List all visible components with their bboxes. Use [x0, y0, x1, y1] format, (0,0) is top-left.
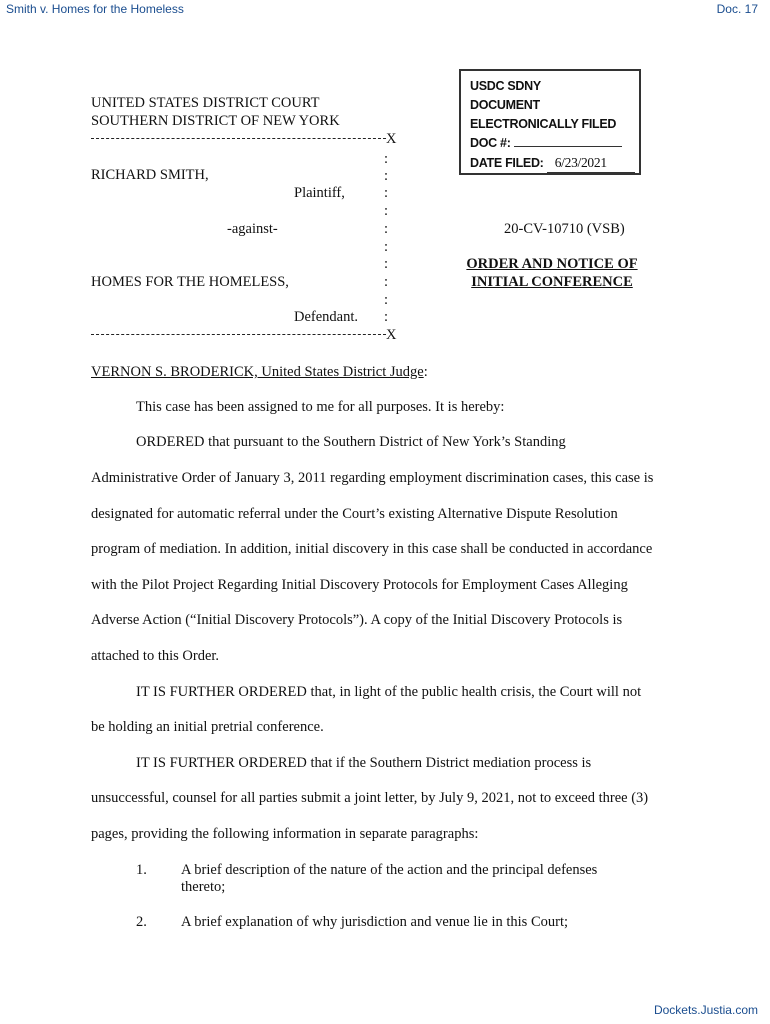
against-label: -against-	[227, 221, 278, 237]
stamp-doc-label: DOC #:	[470, 136, 511, 150]
caption-colon: :	[384, 168, 389, 184]
stamp-electronic: ELECTRONICALLY FILED	[470, 117, 617, 131]
plaintiff-role: Plaintiff,	[294, 185, 345, 201]
case-title-link[interactable]: Smith v. Homes for the Homeless	[6, 2, 184, 16]
stamp-court: USDC SDNY	[470, 79, 541, 93]
caption-top-x: X	[386, 131, 397, 147]
paragraph-letter-line: unsuccessful, counsel for all parties submit a joint letter, by July 9, 2021, not to exceed three (3)	[91, 790, 649, 806]
paragraph-letter-line: pages, providing the following information in separate paragraphs:	[91, 826, 479, 842]
paragraph-assignment: This case has been assigned to me for all purposes. It is hereby:	[136, 399, 505, 415]
paragraph-order-line: Administrative Order of January 3, 2011 regarding employment discrimination cases, this case is	[91, 470, 654, 486]
list-item-number: 2.	[136, 914, 147, 930]
stamp-doc-blank	[514, 146, 622, 147]
caption-bottom-rule	[91, 334, 386, 335]
caption-colon: :	[384, 203, 389, 219]
case-number: 20-CV-10710 (VSB)	[504, 221, 625, 237]
stamp-date-value: 6/23/2021	[547, 153, 635, 173]
caption-colon: :	[384, 256, 389, 272]
list-item-text: A brief explanation of why jurisdiction and venue lie in this Court;	[181, 914, 568, 930]
caption-colon: :	[384, 309, 389, 325]
paragraph-order-line: program of mediation. In addition, initial discovery in this case shall be conducted in accordance	[91, 541, 653, 557]
paragraph-order-line: with the Pilot Project Regarding Initial Discovery Protocols for Employment Cases Alleging	[91, 577, 628, 593]
paragraph-order-line: ORDERED that pursuant to the Southern District of New York’s Standing	[136, 434, 566, 450]
caption-colon: :	[384, 221, 389, 237]
caption-colon: :	[384, 292, 389, 308]
order-title-line1: ORDER AND NOTICE OF	[466, 256, 638, 272]
judge-attribution	[91, 364, 428, 380]
stamp-document: DOCUMENT	[470, 98, 540, 112]
stamp-doc-number	[470, 134, 633, 153]
order-title-line2: INITIAL CONFERENCE	[471, 274, 633, 290]
list-item-text-continued: thereto;	[181, 879, 226, 895]
justia-source-link[interactable]: Dockets.Justia.com	[653, 1003, 758, 1017]
court-name: UNITED STATES DISTRICT COURT	[91, 95, 320, 111]
defendant-name: HOMES FOR THE HOMELESS,	[91, 274, 289, 290]
doc-number-link[interactable]: Doc. 17	[716, 2, 758, 16]
plaintiff-name: RICHARD SMITH,	[91, 167, 209, 183]
paragraph-conference-line: IT IS FURTHER ORDERED that, in light of the public health crisis, the Court will not	[136, 684, 642, 700]
stamp-date-label: DATE FILED:	[470, 156, 544, 170]
court-district: SOUTHERN DISTRICT OF NEW YORK	[91, 113, 340, 129]
caption-top-rule	[91, 138, 386, 139]
filing-stamp	[459, 69, 641, 175]
paragraph-order-line: attached to this Order.	[91, 648, 220, 664]
judge-name: VERNON S. BRODERICK, United States District Judge	[91, 364, 424, 380]
paragraph-order-line: Adverse Action (“Initial Discovery Protocols”). A copy of the Initial Discovery Protocols is	[91, 612, 623, 628]
list-item-number: 1.	[136, 862, 147, 878]
judge-colon: :	[423, 364, 428, 380]
caption-colon: :	[384, 239, 389, 255]
caption-colon: :	[384, 151, 389, 167]
defendant-role: Defendant.	[294, 309, 359, 325]
caption-bottom-x: X	[386, 327, 397, 343]
caption-colon: :	[384, 185, 389, 201]
paragraph-conference-line: be holding an initial pretrial conference.	[91, 719, 324, 735]
paragraph-order-line: designated for automatic referral under the Court’s existing Alternative Dispute Resolution	[91, 506, 618, 522]
stamp-date	[470, 153, 633, 173]
caption-colon: :	[384, 274, 389, 290]
list-item-text: A brief description of the nature of the action and the principal defenses	[181, 862, 598, 878]
paragraph-letter-line: IT IS FURTHER ORDERED that if the Southern District mediation process is	[136, 755, 592, 771]
